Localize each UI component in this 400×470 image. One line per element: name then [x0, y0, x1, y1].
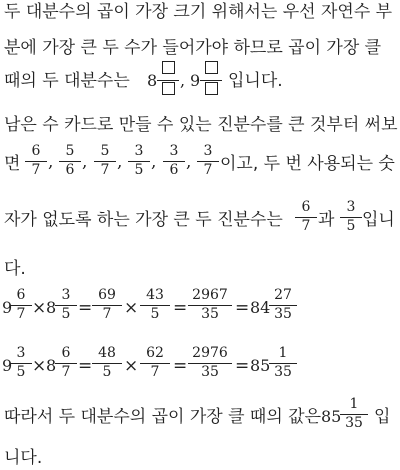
blank-box-icon	[205, 61, 218, 74]
proper-fraction: 6 7	[25, 144, 47, 178]
comma-separator: ,	[180, 71, 186, 90]
chosen-fraction-1: 6 7	[295, 200, 317, 234]
proper-fraction: 3 6	[163, 144, 185, 178]
text-line-4: 남은 수 카드로 만들 수 있는 진분수를 큰 것부터 써보	[4, 115, 398, 135]
text-line-7: 다.	[4, 259, 26, 279]
answer-whole: 85	[321, 407, 342, 426]
text-line-5a: 면	[4, 154, 21, 174]
chosen-fraction-2: 3 5	[340, 200, 362, 234]
blank-fraction-1	[157, 61, 179, 99]
proper-fraction: 5 6	[59, 144, 81, 178]
proper-fraction: 3 7	[197, 144, 219, 178]
text-line-13: 니다.	[4, 448, 43, 468]
text-line-3b: 입니다.	[228, 71, 283, 91]
text-line-6c: 입니	[362, 210, 395, 230]
text-line-6a: 자가 없도록 하는 가장 큰 두 진분수는	[4, 210, 283, 230]
proper-fraction: 5 7	[94, 144, 116, 178]
proper-fraction: 3 5	[128, 144, 150, 178]
answer-fraction: 1 35	[340, 397, 368, 431]
text-line-2: 분에 가장 큰 두 수가 들어가야 하므로 곱이 가장 클	[4, 38, 382, 58]
text-line-1: 두 대분수의 곱이 가장 크기 위해서는 우선 자연수 부	[4, 2, 393, 22]
text-line-5b: 이고, 두 번 사용되는 숫	[220, 154, 395, 174]
blank-fraction-2	[200, 61, 222, 99]
mixed-candidate-1-whole: 8	[147, 71, 158, 90]
text-line-6b: 과	[318, 210, 335, 230]
text-line-12b: 입	[374, 407, 391, 427]
text-line-3a: 때의 두 대분수는	[4, 71, 130, 91]
blank-box-icon	[205, 82, 218, 95]
blank-box-icon	[162, 61, 175, 74]
blank-box-icon	[162, 82, 175, 95]
text-line-12a: 따라서 두 대분수의 곱이 가장 클 때의 값은	[4, 407, 322, 427]
mixed-candidate-2-whole: 9	[190, 71, 201, 90]
